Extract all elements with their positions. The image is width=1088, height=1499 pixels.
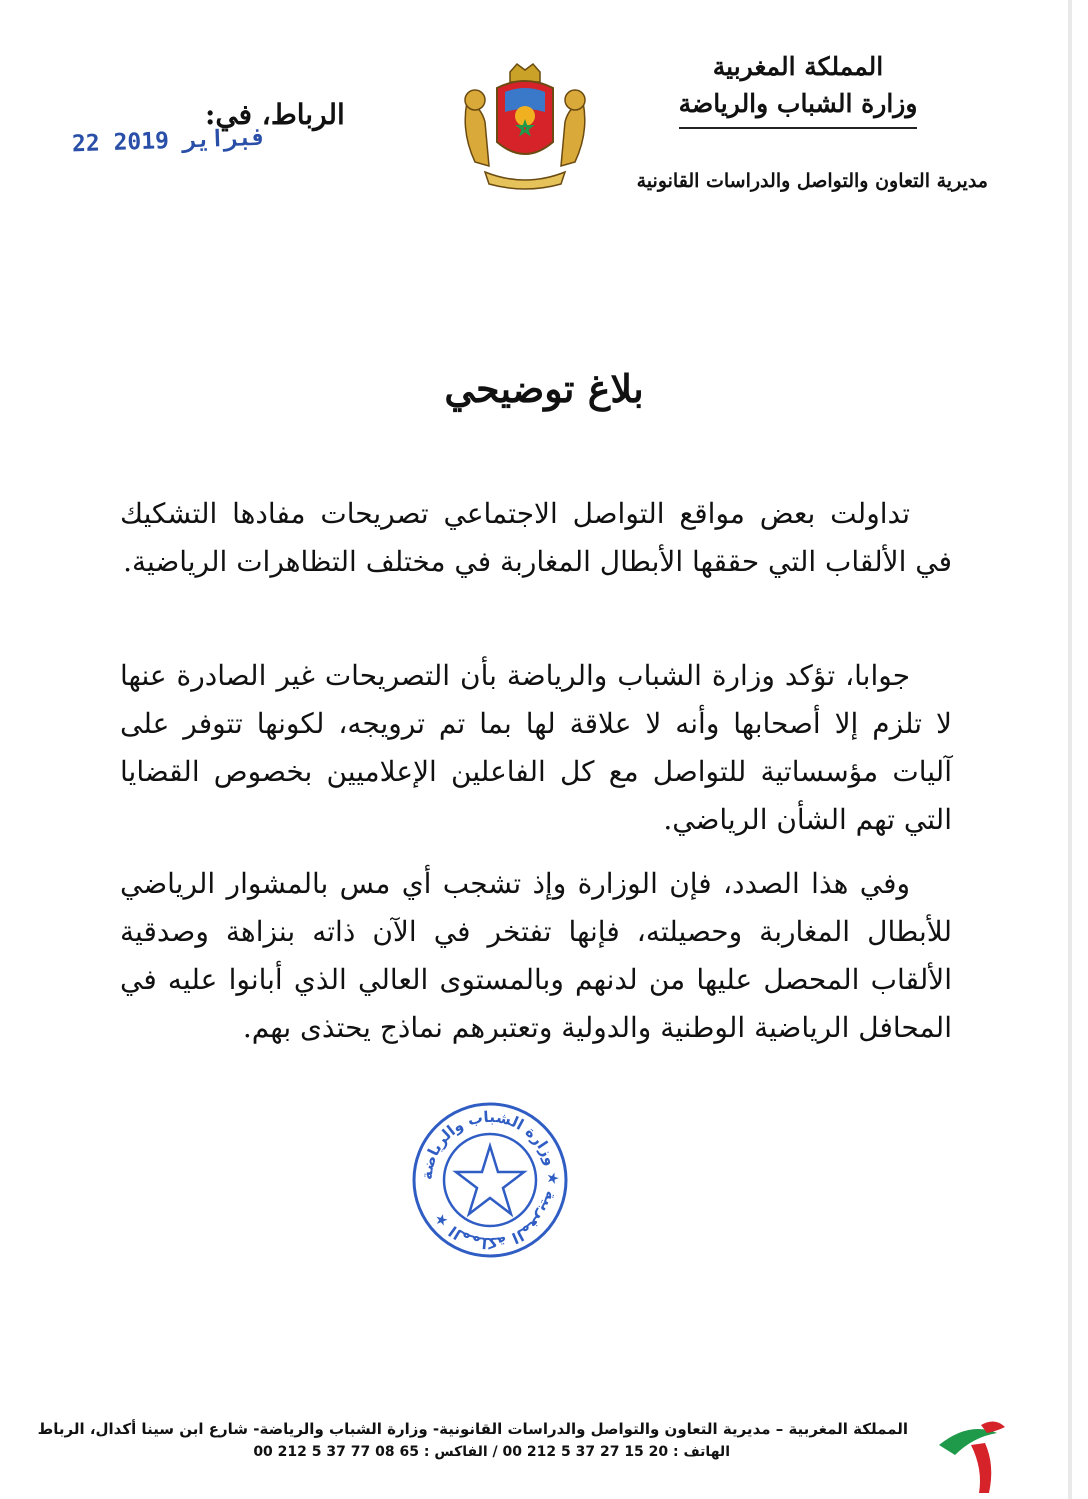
kingdom-name: المملكة المغربية (712, 52, 884, 81)
paragraph-text: وفي هذا الصدد، فإن الوزارة وإذ تشجب أي مس بالمشوار الرياضي للأبطال المغاربة وحصيلته، فإنها تفتخر في الآن ذاته بنزاهة وصدقية الألقاب المحصل عليها من لدنهم وبالمستوى العالي الذي أبانوا عليه في المحافل الرياضية الوطنية والدولية وتعتبرهم نماذج يحتذى بهم. (120, 867, 952, 1044)
body-paragraph-1 (120, 490, 952, 586)
footer-address: المملكة المغربية – مديرية التعاون والتواصل والدراسات القانونية- وزارة الشباب والرياضة- شارع ابن سينا أكدال، الرباط (37, 1420, 908, 1438)
coat-of-arms-icon (455, 62, 595, 192)
svg-text:المملكة المغربية ★ وزارة الشبا (418, 1108, 562, 1252)
paragraph-text: جوابا، تؤكد وزارة الشباب والرياضة بأن التصريحات غير الصادرة عنها لا تلزم إلا أصحابها وأنه لا علاقة لها بما تم ترويجه، لكونها تتوفر على آليات مؤسساتية للتواصل مع كل الفاعلين الإعلاميين بخصوص القضايا التي تهم الشأن الرياضي. (120, 659, 952, 836)
ministry-logo-icon (935, 1415, 1015, 1495)
seal-text: المملكة المغربية ★ وزارة الشباب والرياضة ★ (417, 1107, 563, 1253)
body-paragraph-2 (120, 652, 952, 844)
letterhead (638, 48, 958, 129)
scan-page-edge (1068, 0, 1072, 1499)
body-paragraph-3 (120, 860, 952, 1052)
paragraph-text: تداولت بعض مواقع التواصل الاجتماعي تصريحات مفادها التشكيك في الألقاب التي حققها الأبطال المغاربة في مختلف التظاهرات الرياضية. (120, 497, 952, 578)
date-stamp: 22 فبراير 2019 (71, 124, 267, 158)
seal-star-icon (456, 1146, 524, 1214)
footer-contacts: الهاتف : 20 15 27 37 5 212 00 / الفاكس : 65 08 77 37 5 212 00 (253, 1444, 730, 1460)
place-date-label: الرباط، في: (205, 98, 345, 131)
ministry-name: وزارة الشباب والرياضة (679, 86, 918, 129)
directorate-name: مديرية التعاون والتواصل والدراسات القانونية (636, 170, 988, 192)
document-title: بلاغ توضيحي (444, 366, 644, 411)
official-seal (410, 1100, 570, 1260)
